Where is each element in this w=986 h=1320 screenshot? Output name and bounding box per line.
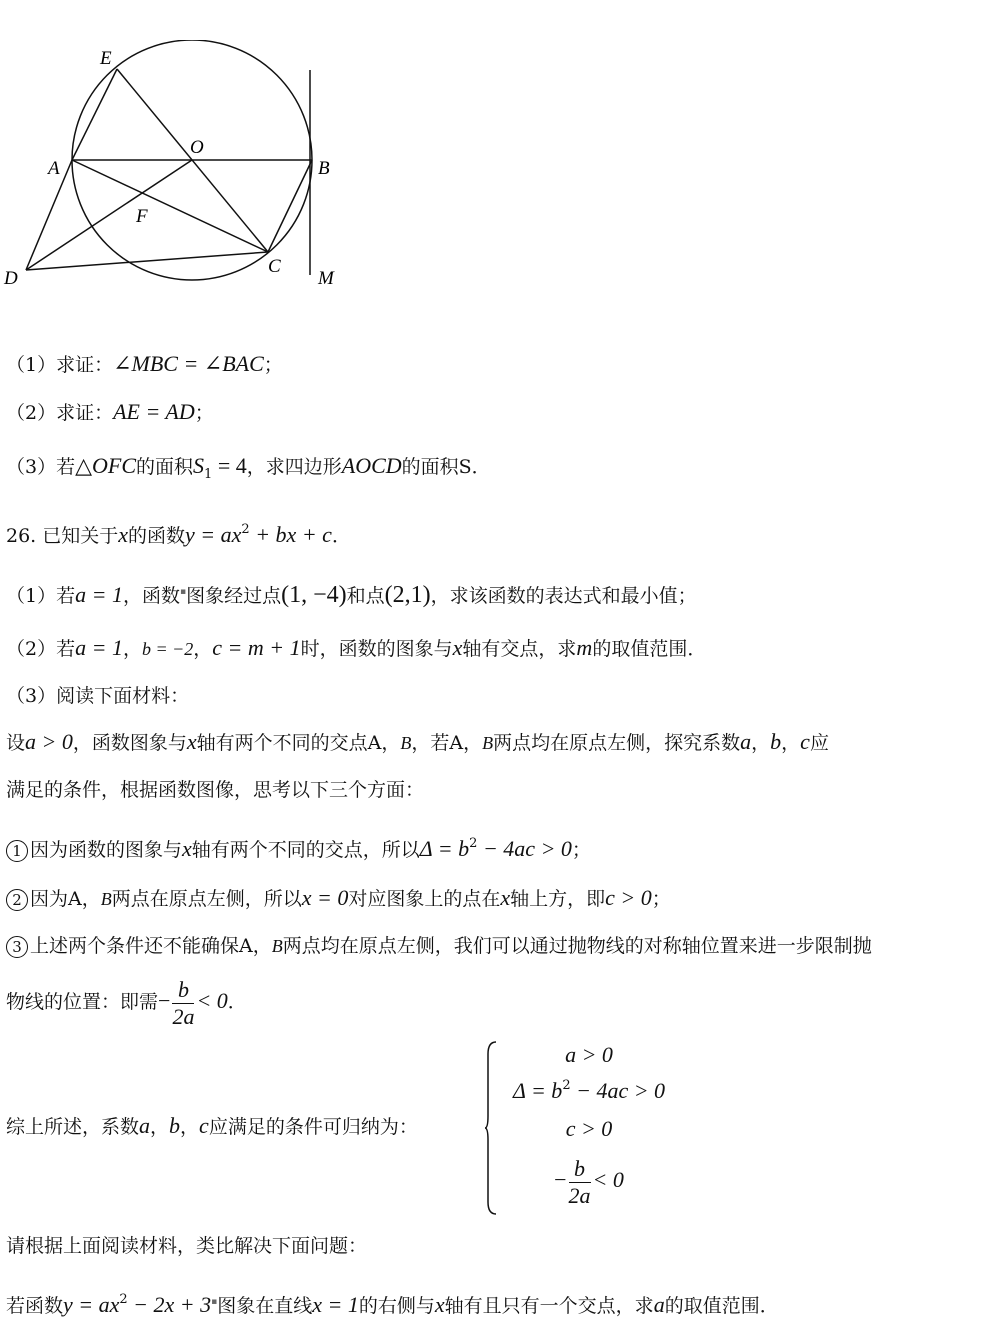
label-c: C [268,256,281,277]
system-row-1: a > 0 [565,1042,613,1067]
final-instruction: 请根据上面阅读材料，类比解决下面问题： [6,1235,368,1257]
q25-part3: （3）若△OFC的面积$S_1 = 4$，求四边形AOCD的面积S． [6,453,491,482]
reason-3-line2: 物线的位置：即需− $\frac{b}{2a}$ < 0． [6,976,247,1029]
fraction: $\frac{b}{2a}$ [568,1156,591,1208]
label-m: M [318,268,334,289]
label-b: B [318,158,330,179]
label-f: F [136,206,148,227]
q26-part3-title: （3）阅读下面材料： [6,685,190,707]
final-question: 若函数$y = ax^2 - 2x + 3^▪$图象在直线x = 1的右侧与x轴有且只有一个交点，求a的取值范围． [6,1292,779,1317]
segment-dc [26,252,268,270]
fraction: $\frac{b}{2a}$ [172,976,195,1029]
material-line1: 设a > 0，函数图象与x轴有两个不同的交点A，B，若A，B两点均在原点左侧，探究系数a，b，c应 [6,729,829,754]
condition-system [494,1040,694,1218]
q26-part2: （2）若a = 1，b = −2，c = m + 1时，函数的图象与x轴有交点，求m的取值范围． [6,635,707,660]
reason-2: 2 因为A，B两点在原点左侧，所以x = 0对应图象上的点在x轴上方，即c > 0； [6,884,671,913]
segment-bc [268,160,312,252]
reason-1: 1 因为函数的图象与x轴有两个不同的交点，所以$\Delta = b^2 - 4ac > 0$； [6,830,591,864]
system-row-3: c > 0 [565,1116,613,1141]
label-e: E [100,48,112,69]
system-row-4: − $\frac{b}{2a}$ < 0 [554,1156,624,1208]
marker-icon: ▪ [211,1297,218,1307]
segment-ae [72,69,117,160]
material-line2: 满足的条件，根据函数图像，思考以下三个方面： [6,779,425,801]
system-row-2: $\Delta = b^2 - 4ac > 0$ [512,1078,666,1103]
q25-part1: （1）求证：∠MBC = ∠BAC； [6,351,283,376]
summary-line: 综上所述，系数a，b，c应满足的条件可归纳为： [6,1113,418,1138]
q26-heading: 26. 已知关于x的函数$y = ax^2$ + bx + c． [6,522,351,547]
q26-part1: （1）若a = 1，函数▪图象经过点(1, −4)和点(2,1)，求该函数的表达式和最小值； [6,582,697,608]
label-a: A [48,158,60,179]
reason-3: 3 上述两个条件还不能确保A，B两点均在原点左侧，我们可以通过抛物线的对称轴位置来进一步限制抛 [6,932,872,960]
marker-icon: ▪ [179,587,187,597]
label-d: D [4,268,18,289]
label-o: O [190,137,204,158]
q25-part2: （2）求证：AE = AD； [6,399,214,424]
geometry-figure [0,40,360,340]
